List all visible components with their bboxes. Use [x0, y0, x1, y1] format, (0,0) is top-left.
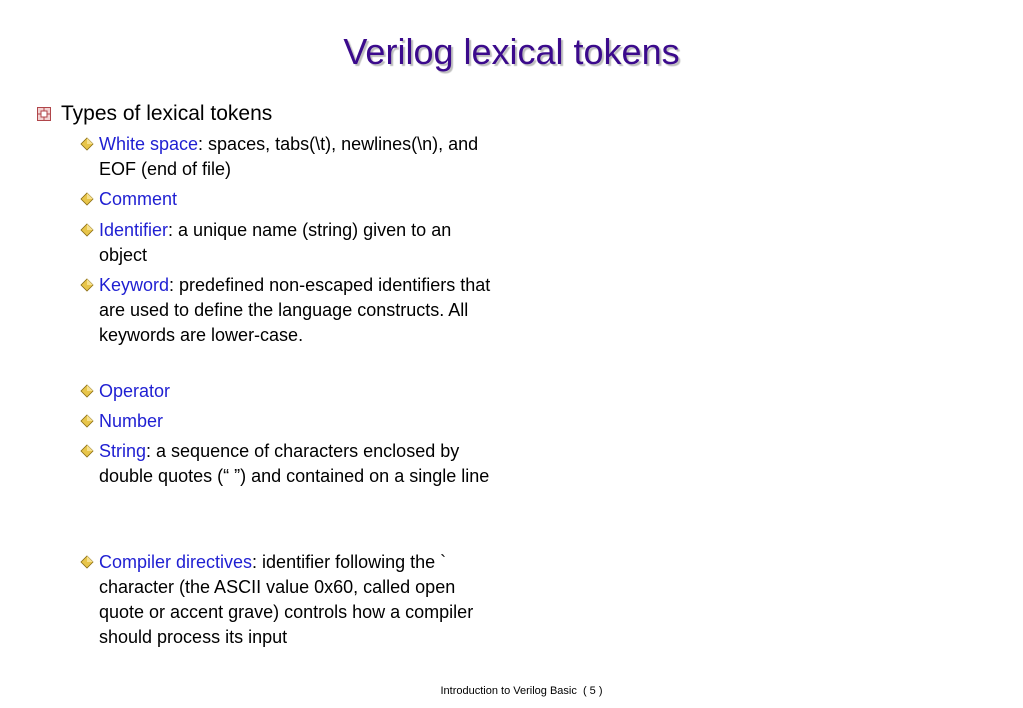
item-term: Keyword — [99, 275, 170, 295]
list-item — [80, 550, 500, 650]
diamond-bullet-icon — [80, 137, 94, 151]
list-item — [80, 273, 500, 348]
item-term: Comment — [99, 189, 178, 209]
item-desc: : a unique name (string) given to an object — [99, 220, 452, 265]
square-bullet-icon — [37, 107, 51, 121]
main-bullet-label: Types of lexical tokens — [61, 102, 273, 125]
item-term: Compiler directives — [99, 552, 253, 572]
item-term: String — [99, 441, 147, 461]
diamond-bullet-icon — [80, 278, 94, 292]
list-item — [80, 187, 500, 212]
list-item — [80, 439, 500, 489]
list-item — [80, 409, 500, 434]
diamond-bullet-icon — [80, 555, 94, 569]
slide-footer: Introduction to Verilog Basic ( 5 ) — [440, 685, 603, 697]
list-item — [80, 218, 500, 268]
list-item — [80, 132, 500, 182]
diamond-bullet-icon — [80, 384, 94, 398]
item-term: Number — [99, 411, 164, 431]
item-desc: : identifier following the ` character (the ASCII value 0x60, called open quote or accent grave) controls how a compiler should process its input — [99, 552, 474, 647]
diamond-bullet-icon — [80, 192, 94, 206]
item-desc: : a sequence of characters enclosed by double quotes (“ ”) and contained on a single line — [99, 441, 490, 486]
diamond-bullet-icon — [80, 414, 94, 428]
diamond-bullet-icon — [80, 444, 94, 458]
list-item — [80, 379, 500, 404]
slide-title: Verilog lexical tokens — [343, 31, 680, 72]
item-term: Identifier — [99, 220, 169, 240]
diamond-bullet-icon — [80, 223, 94, 237]
item-desc: : predefined non-escaped identifiers that are used to define the language constructs. All keywords are lower-case. — [99, 275, 491, 345]
item-term: Operator — [99, 381, 171, 401]
item-term: White space — [99, 134, 199, 154]
item-desc: : spaces, tabs(\t), newlines(\n), and EOF (end of file) — [99, 134, 479, 179]
